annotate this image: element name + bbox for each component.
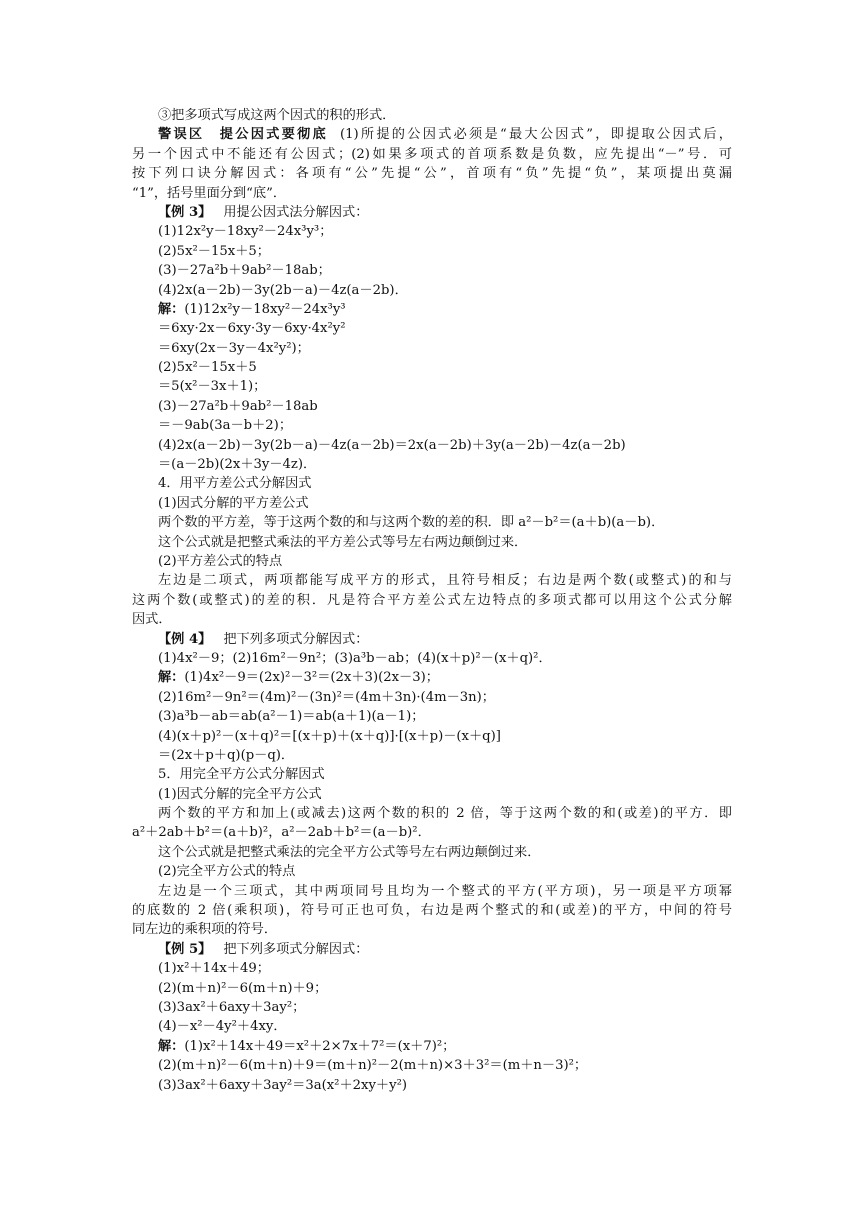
example-3-item-4: (4)2x(a－2b)－3y(2b－a)－4z(a－2b)． [158, 282, 408, 298]
example-4-solution-4: (4)(x＋p)²－(x＋q)²＝[(x＋p)＋(x＋q)]·[(x＋p)－(x＋q)] [158, 728, 501, 744]
section-4-heading: 4．用平方差公式分解因式 [158, 476, 312, 492]
section-5-text-2: a²＋2ab＋b²＝(a＋b)²，a²－2ab＋b²＝(a－b)²． [132, 825, 431, 841]
example-4-solution-3: (3)a³b－ab＝ab(a²－1)＝ab(a＋1)(a－1)； [158, 709, 425, 725]
example-3-solution-7: ＝－9ab(3a－b＋2)； [158, 418, 293, 434]
example-4-title: 【例 4】 把下列多项式分解因式： [158, 631, 369, 647]
example-4-items: (1)4x²－9；(2)16m²－9n²；(3)a³b－ab；(4)(x＋p)²－(x＋q)²． [158, 650, 552, 666]
warning-paragraph-line-2: 另一个因式中不能还有公因式；(2)如果多项式的首项系数是负数，应先提出“－”号．可 [132, 146, 732, 162]
example-5-solution-3: (3)3ax²＋6axy＋3ay²＝3a(x²＋2xy＋y²) [158, 1077, 408, 1093]
section-5-subheading-2: (2)完全平方公式的特点 [158, 864, 296, 880]
section-4-text-4: 这两个数(或整式)的差的积．凡是符合平方差公式左边特点的多项式都可以用这个公式分解 [132, 592, 732, 608]
example-3-solution-5: ＝5(x²－3x＋1)； [158, 379, 267, 395]
example-4-solution-2: (2)16m²－9n²＝(4m)²－(3n)²＝(4m＋3n)·(4m－3n)； [158, 689, 495, 705]
section-4-text-5: 因式． [132, 612, 172, 628]
section-5-text-3: 这个公式就是把整式乘法的完全平方公式等号左右两边颠倒过来． [158, 844, 541, 860]
example-3-item-1: (1)12x²y－18xy²－24x³y³； [158, 224, 333, 240]
example-5-item-2: (2)(m＋n)²－6(m＋n)＋9； [158, 980, 328, 996]
example-3-solution-8: (4)2x(a－2b)－3y(2b－a)－4z(a－2b)＝2x(a－2b)＋3y(a－2b)－4z(a－2b) [158, 437, 626, 453]
section-5-text-4: 左边是一个三项式，其中两项同号且均为一个整式的平方(平方项)，另一项是平方项幂 [158, 883, 732, 899]
section-5-text-5: 的底数的 2 倍(乘积项)，符号可正也可负，右边是两个整式的和(或差)的平方，中间的符号 [132, 903, 732, 919]
example-4-solution-1: 解：(1)4x²－9＝(2x)²－3²＝(2x＋3)(2x－3)； [158, 670, 439, 686]
section-4-subheading-1: (1)因式分解的平方差公式 [158, 495, 309, 511]
section-4-text-1: 两个数的平方差，等于这两个数的和与这两个数的差的积．即 a²－b²＝(a＋b)(a－b)． [158, 515, 665, 531]
example-5-title: 【例 5】 把下列多项式分解因式： [158, 941, 369, 957]
example-3-solution-9: ＝(a－2b)(2x＋3y－4z)． [158, 457, 317, 473]
example-3-solution-4: (2)5x²－15x＋5 [158, 360, 257, 376]
example-5-item-3: (3)3ax²＋6axy＋3ay²； [158, 999, 306, 1015]
section-5-text-6: 同左边的乘积项的符号． [132, 922, 278, 938]
example-5-solution-1: 解：(1)x²＋14x＋49＝x²＋2×7x＋7²＝(x＋7)²； [158, 1038, 456, 1054]
example-4-solution-5: ＝(2x＋p＋q)(p－q)． [158, 747, 295, 763]
section-4-text-3: 左边是二项式，两项都能写成平方的形式，且符号相反；右边是两个数(或整式)的和与 [158, 573, 732, 589]
example-3-solution-3: ＝6xy(2x－3y－4x²y²)； [158, 340, 310, 356]
example-3-solution-2: ＝6xy·2x－6xy·3y－6xy·4x²y² [158, 321, 346, 337]
example-3-solution-6: (3)－27a²b＋9ab²－18ab [158, 398, 318, 414]
section-4-text-2: 这个公式就是把整式乘法的平方差公式等号左右两边颠倒过来． [158, 534, 528, 550]
step-3-text: ③把多项式写成这两个因式的积的形式． [158, 108, 396, 123]
section-5-subheading-1: (1)因式分解的完全平方公式 [158, 786, 322, 802]
section-5-heading: 5．用完全平方公式分解因式 [158, 767, 325, 783]
example-3-item-2: (2)5x²－15x＋5； [158, 243, 270, 259]
example-5-solution-2: (2)(m＋n)²－6(m＋n)＋9＝(m＋n)²－2(m＋n)×3＋3²＝(m＋n－3)²； [158, 1058, 588, 1074]
warning-heading: 警误区 提公因式要彻底 [158, 127, 328, 143]
example-5-item-4: (4)－x²－4y²＋4xy． [158, 1019, 287, 1035]
section-4-subheading-2: (2)平方差公式的特点 [158, 553, 283, 569]
example-3-title: 【例 3】 用提公因式法分解因式： [158, 204, 369, 220]
document-page [132, 106, 732, 1095]
warning-paragraph-line-3: 按下列口诀分解因式：各项有“公”先提“公”，首项有“负”先提“负”，某项提出莫漏 [132, 166, 732, 182]
section-5-text-1: 两个数的平方和加上(或减去)这两个数的积的 2 倍，等于这两个数的和(或差)的平方．即 [158, 806, 732, 822]
warning-paragraph-line-1: 警误区 提公因式要彻底 (1)所提的公因式必须是“最大公因式”，即提取公因式后， [158, 127, 732, 143]
example-3-item-3: (3)－27a²b＋9ab²－18ab； [158, 263, 331, 279]
example-3-solution-1: 解：(1)12x²y－18xy²－24x³y³ [158, 301, 346, 317]
example-5-item-1: (1)x²＋14x＋49； [158, 961, 270, 977]
warning-paragraph-line-4: “1”，括号里面分到“底”． [132, 185, 287, 201]
